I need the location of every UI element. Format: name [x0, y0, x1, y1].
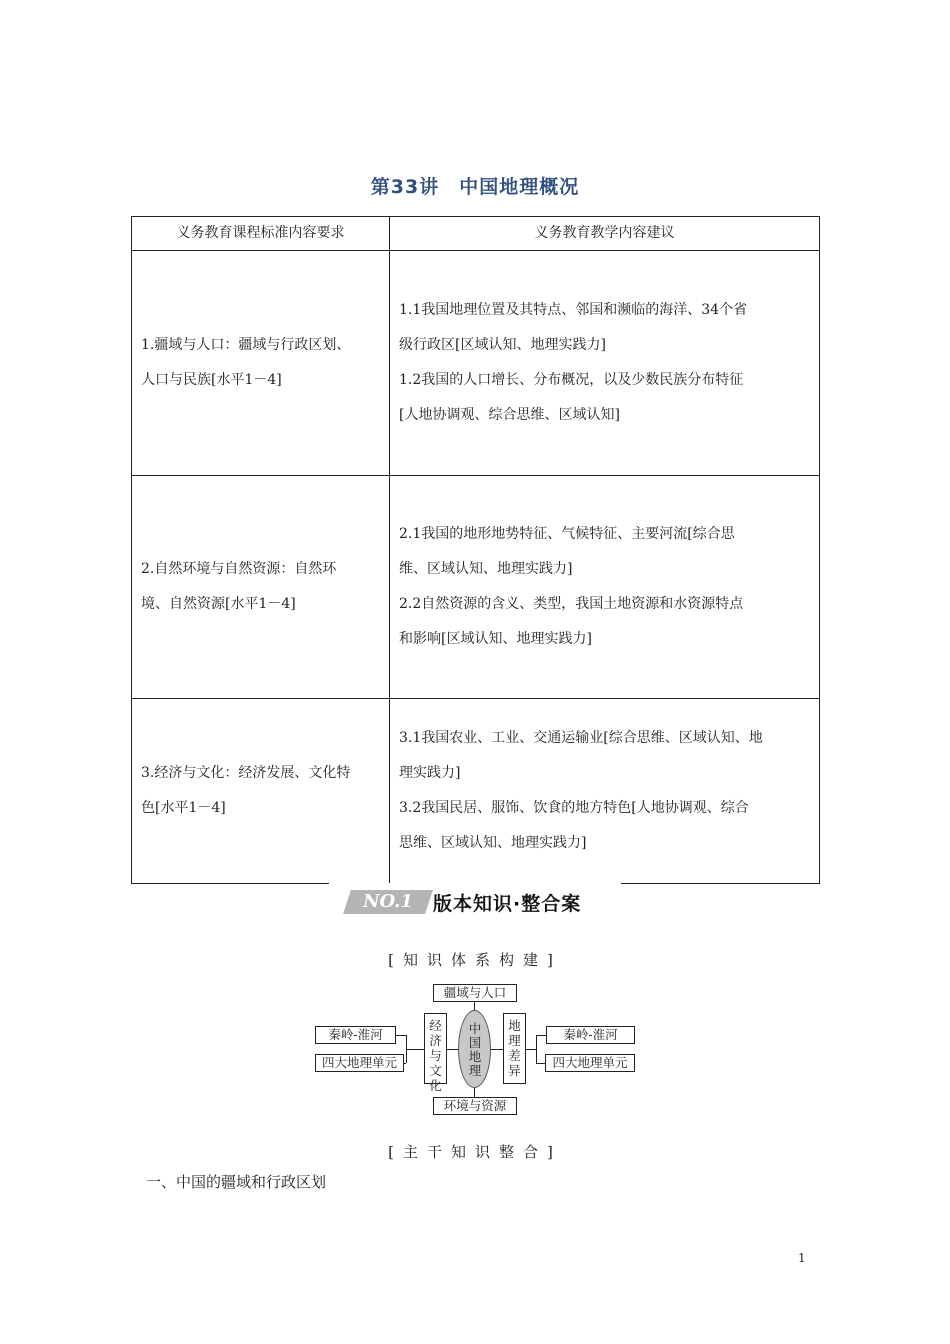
cell-line: 人口与民族[水平1－4]	[141, 372, 282, 388]
page-title: 第33讲 中国地理概况	[370, 176, 580, 198]
requirement-cell	[132, 251, 390, 476]
diagram-node-right-item: 秦岭-淮河	[546, 1026, 635, 1044]
cell-line: 3.1我国农业、工业、交通运输业[综合思维、区域认知、地	[399, 730, 763, 746]
suggestion-cell	[390, 476, 820, 699]
cell-line: 2.2自然资源的含义、类型，我国土地资源和水资源特点	[399, 596, 744, 612]
cell-line: 理实践力]	[399, 765, 461, 781]
connector-line	[474, 1001, 475, 1010]
diagram-node-left-item: 四大地理单元	[315, 1054, 404, 1072]
suggestion-cell	[390, 699, 820, 884]
cell-line: 境、自然资源[水平1－4]	[141, 596, 296, 612]
diagram-node-right-column: 地理差异	[503, 1013, 526, 1084]
table-row	[132, 251, 820, 476]
diagram-center-oval	[458, 1010, 491, 1088]
cell-line: 3.经济与文化：经济发展、文化特	[141, 765, 351, 781]
connector-line	[536, 1035, 537, 1063]
section-label-main: [主干知识整合]	[388, 1143, 562, 1161]
table-header-cell: 义务教育教学内容建议	[390, 217, 820, 251]
connector-line	[536, 1035, 546, 1036]
diagram-node-left-column: 经济与文化	[424, 1013, 447, 1084]
connector-line	[536, 1063, 545, 1064]
section-label-knowledge: [知识体系构建]	[388, 951, 562, 969]
diagram-center-label: 中国地理	[468, 1021, 482, 1078]
diagram-node-top: 疆域与人口	[433, 984, 517, 1002]
cell-line: 维、区域认知、地理实践力]	[399, 561, 573, 577]
connector-line	[404, 1063, 406, 1064]
table-row	[132, 699, 820, 884]
badge-label: NO.1	[363, 891, 413, 912]
section-heading: 一、中国的疆域和行政区划	[146, 1173, 327, 1191]
cell-line: 1.1我国地理位置及其特点、邻国和濒临的海洋、34个省	[399, 302, 748, 318]
cell-line: 2.1我国的地形地势特征、气候特征、主要河流[综合思	[399, 526, 735, 542]
suggestion-cell	[390, 251, 820, 476]
page-number: 1	[798, 1251, 806, 1265]
section-badge	[343, 890, 433, 914]
cell-line: 思维、区域认知、地理实践力]	[399, 835, 587, 851]
connector-line	[396, 1035, 406, 1036]
banner-title: 版本知识·整合案	[433, 893, 582, 915]
table-row	[132, 476, 820, 699]
table-header-cell: 义务教育课程标准内容要求	[132, 217, 390, 251]
cell-line: 1.2我国的人口增长、分布概况，以及少数民族分布特征	[399, 372, 744, 388]
requirement-cell	[132, 476, 390, 699]
cell-line: 2.自然环境与自然资源：自然环	[141, 561, 337, 577]
connector-line	[526, 1049, 536, 1050]
cell-line: 1.疆域与人口：疆域与行政区划、	[141, 337, 351, 353]
cell-line: 3.2我国民居、服饰、饮食的地方特色[人地协调观、综合	[399, 800, 749, 816]
section-banner	[329, 883, 621, 921]
diagram-node-bottom: 环境与资源	[433, 1097, 517, 1115]
diagram-node-right-item: 四大地理单元	[545, 1054, 635, 1072]
connector-line	[447, 1049, 458, 1050]
connector-line	[406, 1049, 424, 1050]
cell-line: [人地协调观、综合思维、区域认知]	[399, 407, 620, 423]
cell-line: 级行政区[区域认知、地理实践力]	[399, 337, 606, 353]
cell-line: 色[水平1－4]	[141, 800, 226, 816]
diagram-node-left-item: 秦岭-淮河	[315, 1026, 396, 1044]
connector-line	[491, 1049, 503, 1050]
cell-line: 和影响[区域认知、地理实践力]	[399, 631, 592, 647]
table-header-row	[132, 217, 820, 251]
connector-line	[474, 1088, 475, 1097]
curriculum-table	[131, 216, 820, 884]
requirement-cell	[132, 699, 390, 884]
